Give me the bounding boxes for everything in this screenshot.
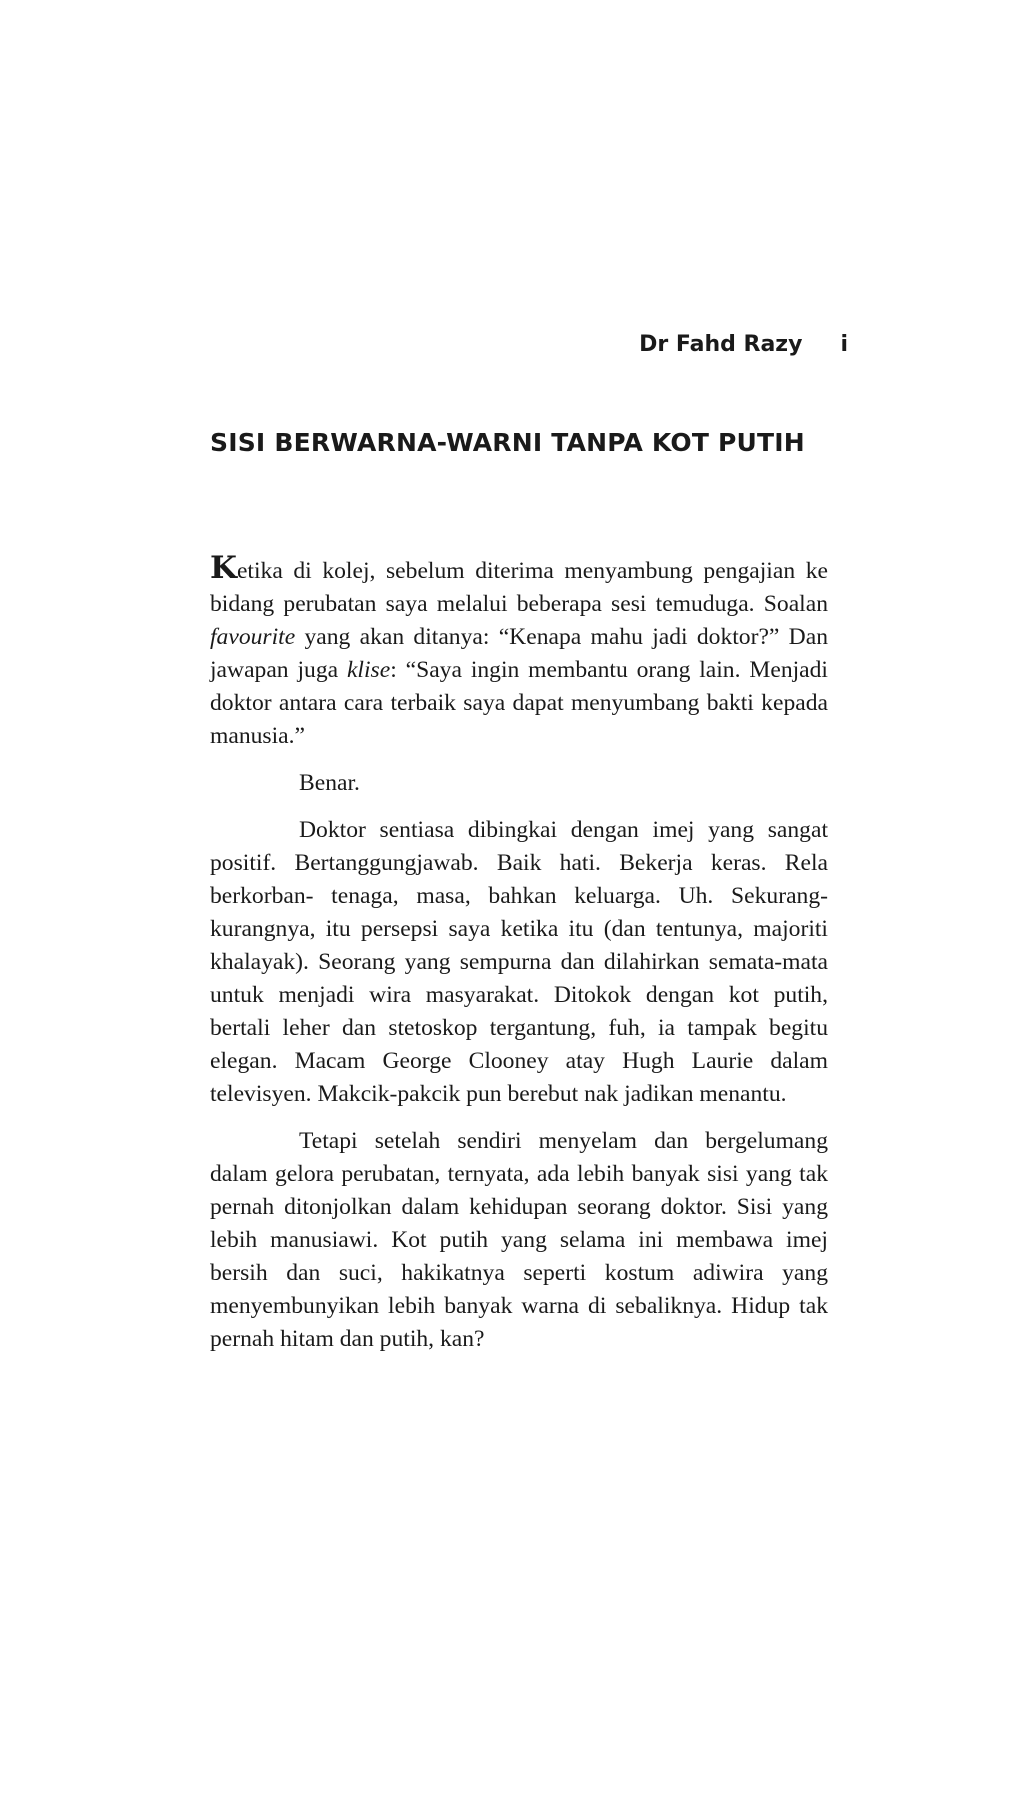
italic-klise: klise bbox=[346, 657, 391, 683]
paragraph-1-text-a: etika di kolej, sebelum diterima menyambung pengajian ke bidang perubatan saya melalui beberapa sesi temuduga. Soalan bbox=[210, 558, 828, 617]
chapter-title: SISI BERWARNA-WARNI TANPA KOT PUTIH bbox=[210, 428, 805, 457]
italic-favourite: favourite bbox=[210, 624, 296, 650]
paragraph-1 bbox=[210, 552, 828, 753]
running-header-author: Dr Fahd Razy bbox=[639, 332, 803, 357]
paragraph-2: Benar. bbox=[299, 770, 360, 796]
paragraph-3: Doktor sentiasa dibingkai dengan imej yang sangat positif. Bertanggungjawab. Baik hati. Bekerja keras. Rela berkorban- tenaga, masa, bahkan keluarga. Uh. Sekurang-kurangnya, itu persepsi saya ketika itu (dan tentunya, majoriti khalayak). Seorang yang sempurna dan dilahirkan semata-mata untuk menjadi wira masyarakat. Ditokok dengan kot putih, bertali leher dan stetoskop tergantung, fuh, ia tampak begitu elegan. Macam George Clooney atay Hugh Laurie dalam televisyen. Makcik-pakcik pun berebut nak jadikan menantu. bbox=[210, 817, 828, 1107]
paragraph-1-text-b: yang akan ditanya: “Kenapa mahu jadi doktor?” Dan jawapan juga bbox=[210, 624, 828, 683]
drop-cap: K bbox=[210, 550, 237, 586]
page-number: i bbox=[840, 332, 848, 357]
paragraph-4: Tetapi setelah sendiri menyelam dan bergelumang dalam gelora perubatan, ternyata, ada lebih banyak sisi yang tak pernah ditonjolkan dalam kehidupan seorang doktor. Sisi yang lebih manusiawi. Kot putih yang selama ini membawa imej bersih dan suci, hakikatnya seperti kostum adiwira yang menyembunyikan lebih banyak warna di sebaliknya. Hidup tak pernah hitam dan putih, kan? bbox=[210, 1128, 828, 1352]
body-text bbox=[210, 552, 828, 1370]
running-header bbox=[600, 332, 848, 357]
paragraph-1-text-c: : “Saya ingin membantu orang lain. Menjadi doktor antara cara terbaik saya dapat menyumbang bakti kepada manusia.” bbox=[210, 657, 828, 749]
